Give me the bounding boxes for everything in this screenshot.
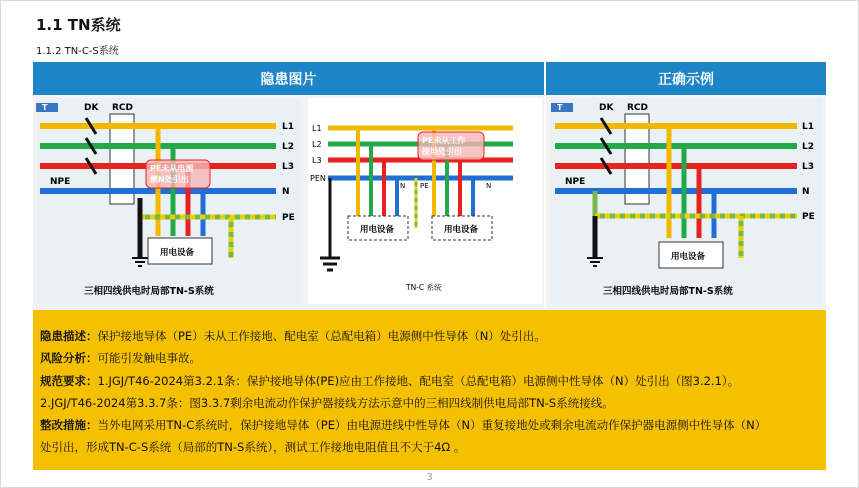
- correct-pe-label: PE: [802, 212, 815, 222]
- l2-label: L2: [282, 142, 294, 152]
- n-label: N: [282, 187, 290, 197]
- hazard-header: 隐患图片: [33, 62, 544, 95]
- correct-caption-tns: 三相四线供电时局部TN-S系统: [603, 286, 733, 297]
- tnc-n-label-2: N: [486, 182, 492, 190]
- tnc-l3-label: L3: [312, 156, 322, 165]
- l1-label: L1: [282, 122, 294, 132]
- desc-label: 隐患描述：: [40, 329, 98, 343]
- risk-label: 风险分析：: [40, 351, 98, 365]
- correct-l2-label: L2: [802, 142, 814, 152]
- correct-equipment-label: 用电设备: [671, 252, 706, 262]
- correct-n-label: N: [802, 187, 810, 197]
- correct-rcd-label: RCD: [627, 103, 649, 113]
- hazard-callout-1: PE未从电源侧N处引出: [150, 164, 194, 184]
- rcd-label: RCD: [112, 103, 134, 113]
- fix-label: 整改措施：: [40, 418, 98, 432]
- correct-npe-label: NPE: [565, 177, 586, 187]
- risk-text: 可能引发触电事故。: [97, 351, 201, 365]
- hazard-diagram-tnc: [308, 98, 542, 304]
- correct-l1-label: L1: [802, 122, 814, 132]
- tnc-n-label-1: N: [400, 182, 406, 190]
- hazard-callout-2: PE未从工作接地处引出: [422, 136, 466, 156]
- correct-l3-label: L3: [802, 162, 814, 172]
- fix-row-1: [40, 417, 766, 433]
- tnc-l2-label: L2: [312, 140, 322, 149]
- equipment-label: 用电设备: [160, 248, 195, 258]
- fix-row-2: [40, 439, 465, 455]
- correct-t-label: T: [557, 103, 563, 112]
- correct-dk-label: DK: [599, 103, 614, 113]
- tnc-pe-label: PE: [420, 182, 429, 190]
- t-label: T: [42, 103, 48, 112]
- req-text-1: 1.JGJ/T46-2024第3.2.1条：保护接地导体(PE)应由工作接地、配电室（总配电箱）电源侧中性导体（N）处引出（图3.2.1）。: [97, 374, 740, 388]
- req-row-1: [40, 373, 739, 389]
- desc-row: [40, 328, 546, 344]
- correct-diagram-tns: [551, 98, 823, 304]
- caption-tnc: TN-C 系统: [406, 283, 442, 292]
- pe-label: PE: [282, 213, 295, 223]
- tnc-l1-label: L1: [312, 124, 322, 133]
- page-number: 3: [426, 472, 433, 483]
- req-text-2: 2.JGJ/T46-2024第3.3.7条：图3.3.7剩余电流动作保护器接线方法示意中的三相四线制供电局部TN-S系统接线。: [40, 396, 614, 410]
- req-label: 规范要求：: [40, 374, 98, 388]
- req-row-2: [40, 395, 614, 411]
- tnc-equipment-label-2: 用电设备: [444, 225, 479, 235]
- section-title: 1.1 TN系统: [36, 16, 121, 34]
- subsection-title: 1.1.2 TN-C-S系统: [36, 46, 119, 57]
- dk-label: DK: [84, 103, 99, 113]
- desc-text: 保护接地导体（PE）未从工作接地、配电室（总配电箱）电源侧中性导体（N）处引出。: [97, 329, 546, 343]
- risk-row: [40, 350, 201, 366]
- caption-tns: 三相四线供电时局部TN-S系统: [84, 286, 214, 297]
- npe-label: NPE: [50, 177, 71, 187]
- fix-text-1: 当外电网采用TN-C系统时，保护接地导体（PE）由电源进线中性导体（N）重复接地处或剩余电流动作保护器电源侧中性导体（N）: [97, 418, 767, 432]
- l3-label: L3: [282, 162, 294, 172]
- correct-header: 正确示例: [546, 62, 826, 95]
- tnc-equipment-label-1: 用电设备: [360, 225, 395, 235]
- hazard-diagram-tns: [36, 98, 300, 304]
- pen-label: PEN: [310, 174, 326, 183]
- fix-text-2: 处引出，形成TN-C-S系统（局部的TN-S系统），测试工作接地电阻值且不大于4Ω 。: [40, 440, 466, 454]
